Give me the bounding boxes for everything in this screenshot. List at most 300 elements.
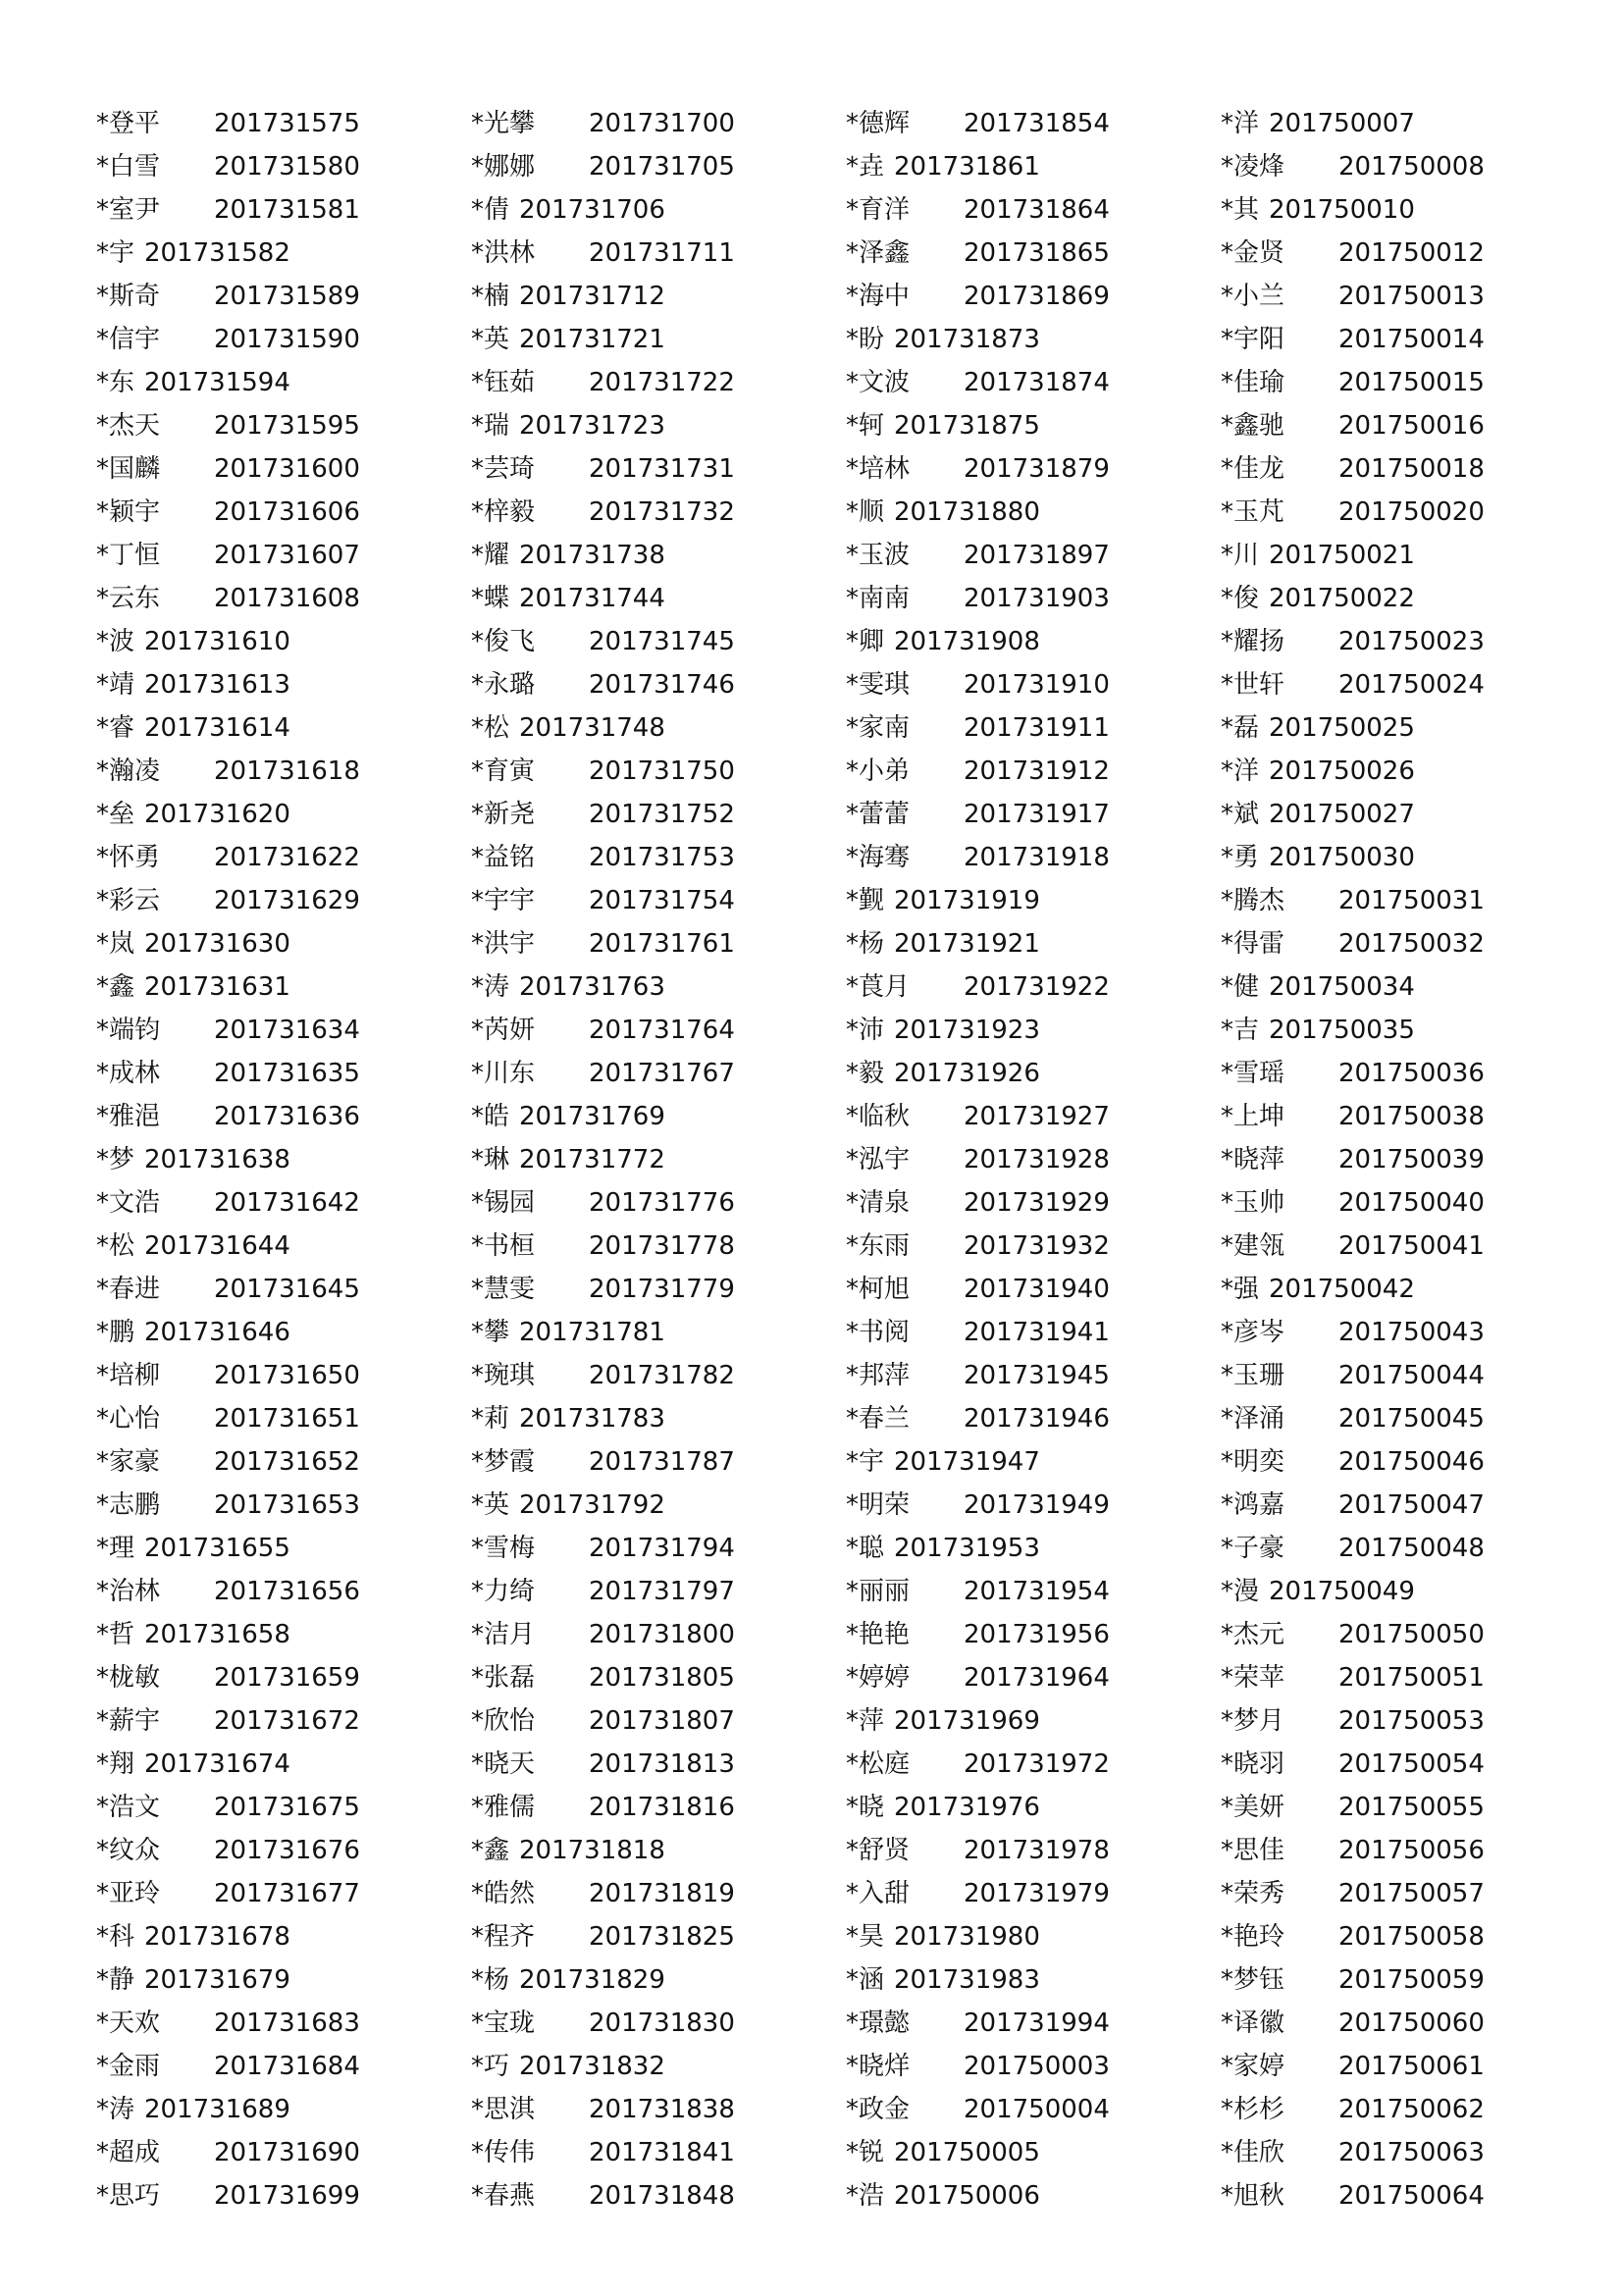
list-item [1221,922,1574,965]
list-item [1221,1829,1574,1872]
student-number: 201750040 [1338,1188,1485,1218]
student-number: 201731819 [589,1879,735,1908]
student-name: *丁恒 [96,541,161,570]
student-name: *梦钰 [1221,1965,1285,1995]
list-item [471,750,824,793]
student-number: 201731610 [144,627,290,656]
list-column-3 [846,102,1199,2218]
student-number: 201731923 [894,1016,1040,1045]
student-name: *楠 [471,282,510,311]
student-number: 201731897 [964,541,1110,570]
list-item [471,188,824,232]
list-item [96,1268,449,1311]
list-item [846,275,1199,318]
student-name: *芮妍 [471,1016,536,1045]
student-name: *昊 [846,1922,885,1952]
student-number: 201731705 [589,152,735,182]
student-number: 201731832 [519,2052,665,2081]
student-name: *荣秀 [1221,1879,1285,1908]
student-number: 201731947 [894,1447,1040,1477]
student-number: 201750005 [894,2138,1040,2167]
list-item [96,1052,449,1095]
student-name: *瑞 [471,411,510,441]
student-number: 201750030 [1269,843,1415,872]
student-number: 201750043 [1338,1318,1485,1347]
student-name: *玉芃 [1221,497,1285,527]
list-item [471,1743,824,1786]
list-item [96,102,449,145]
student-name: *涛 [471,972,510,1002]
student-name: *文波 [846,368,911,397]
student-name: *慧雯 [471,1275,536,1304]
student-name: *晓萍 [1221,1145,1285,1174]
student-name: *毅 [846,1059,885,1088]
student-name: *邦萍 [846,1361,911,1390]
student-number: 201731807 [589,1706,735,1736]
student-name: *培林 [846,454,911,484]
list-item [471,1052,824,1095]
student-name: *海骞 [846,843,911,872]
student-number: 201731752 [589,800,735,829]
student-name: *书阅 [846,1318,911,1347]
student-number: 201731972 [964,1749,1110,1779]
student-name: *海中 [846,282,911,311]
list-item [1221,793,1574,836]
student-number: 201731763 [519,972,665,1002]
list-item [96,1656,449,1699]
student-number: 201731642 [214,1188,360,1218]
student-name: *波 [96,627,135,656]
student-number: 201731917 [964,800,1110,829]
list-item [846,1052,1199,1095]
student-number: 201731911 [964,713,1110,743]
list-item [471,491,824,534]
student-name: *德辉 [846,109,911,138]
student-name: *佳瑜 [1221,368,1285,397]
student-number: 201750045 [1338,1404,1485,1434]
student-name: *译徽 [1221,2009,1285,2038]
list-item [846,1786,1199,1829]
student-number: 201750020 [1338,497,1485,527]
student-number: 201750055 [1338,1793,1485,1822]
student-number: 201750039 [1338,1145,1485,1174]
student-name: *彩云 [96,886,161,915]
student-number: 201731797 [589,1577,735,1606]
student-name: *理 [96,1534,135,1563]
student-name: *晓羽 [1221,1749,1285,1779]
list-item [96,2174,449,2218]
student-name: *聪 [846,1534,885,1563]
student-number: 201731607 [214,541,360,570]
list-item [846,232,1199,275]
student-number: 201750042 [1269,1275,1415,1304]
list-item [471,1009,824,1052]
student-number: 201750050 [1338,1620,1485,1649]
student-name: *娜娜 [471,152,536,182]
student-number: 201731658 [144,1620,290,1649]
list-item [1221,1743,1574,1786]
list-item [96,145,449,188]
student-name: *婷婷 [846,1663,911,1693]
student-name: *雯琪 [846,670,911,700]
student-number: 201731631 [144,972,290,1002]
list-item [471,232,824,275]
list-item [846,620,1199,663]
student-name: *传伟 [471,2138,536,2167]
student-number: 201731618 [214,757,360,786]
student-name: *浩文 [96,1793,161,1822]
student-name: *垚 [846,152,885,182]
student-name: *涵 [846,1965,885,1995]
student-number: 201731683 [214,2009,360,2038]
student-name: *洪宇 [471,929,536,959]
student-name: *梦月 [1221,1706,1285,1736]
student-name: *宇 [846,1447,885,1477]
student-number: 201750016 [1338,411,1485,441]
student-name: *盼 [846,325,885,354]
list-item [846,2045,1199,2088]
student-name: *治林 [96,1577,161,1606]
student-name: *勇 [1221,843,1260,872]
list-item [471,2002,824,2045]
student-number: 201731841 [589,2138,735,2167]
student-name: *育寅 [471,757,536,786]
student-number: 201731964 [964,1663,1110,1693]
student-number: 201750054 [1338,1749,1485,1779]
student-name: *张磊 [471,1663,536,1693]
student-number: 201731813 [589,1749,735,1779]
student-number: 201731636 [214,1102,360,1131]
student-number: 201731652 [214,1447,360,1477]
list-item [846,145,1199,188]
student-name: *亚玲 [96,1879,161,1908]
student-number: 201731945 [964,1361,1110,1390]
student-name: *鑫驰 [1221,411,1285,441]
list-item [471,534,824,577]
list-item [1221,447,1574,491]
student-number: 201731653 [214,1490,360,1520]
student-number: 201750026 [1269,757,1415,786]
student-name: *松庭 [846,1749,911,1779]
student-name: *春兰 [846,1404,911,1434]
student-name: *强 [1221,1275,1260,1304]
student-name: *泓宇 [846,1145,911,1174]
student-number: 201731753 [589,843,735,872]
list-item [1221,1484,1574,1527]
list-item [846,1095,1199,1138]
student-number: 201750018 [1338,454,1485,484]
student-name: *健 [1221,972,1260,1002]
student-name: *入甜 [846,1879,911,1908]
student-number: 201731630 [144,929,290,959]
student-number: 201750036 [1338,1059,1485,1088]
student-number: 201750041 [1338,1231,1485,1261]
student-name: *科 [96,1922,135,1952]
list-item [471,1354,824,1397]
student-name: *文浩 [96,1188,161,1218]
list-item [96,577,449,620]
student-number: 201731976 [894,1793,1040,1822]
student-number: 201750046 [1338,1447,1485,1477]
list-item [1221,361,1574,404]
list-item [471,577,824,620]
list-item [1221,1311,1574,1354]
student-name: *纹众 [96,1836,161,1865]
list-item [846,1527,1199,1570]
list-item [96,1440,449,1484]
list-item [96,1225,449,1268]
list-item [96,879,449,922]
student-name: *璟懿 [846,2009,911,2038]
list-item [846,2131,1199,2174]
list-item [846,1484,1199,1527]
student-number: 201750057 [1338,1879,1485,1908]
list-item [846,1009,1199,1052]
student-name: *攀 [471,1318,510,1347]
student-name: *莉 [471,1404,510,1434]
student-number: 201731620 [144,800,290,829]
student-number: 201731874 [964,368,1110,397]
list-column-1 [96,102,449,2218]
student-name: *栊敏 [96,1663,161,1693]
list-item [96,1484,449,1527]
student-number: 201731818 [519,1836,665,1865]
student-name: *静 [96,1965,135,1995]
list-item [96,318,449,361]
student-name: *东雨 [846,1231,911,1261]
student-name: *思佳 [1221,1836,1285,1865]
list-item [1221,1656,1574,1699]
student-name: *川东 [471,1059,536,1088]
student-number: 201750035 [1269,1016,1415,1045]
student-number: 201731606 [214,497,360,527]
student-number: 201750064 [1338,2181,1485,2211]
student-name: *杨 [846,929,885,959]
student-name: *宝珑 [471,2009,536,2038]
student-name: *丽丽 [846,1577,911,1606]
student-name: *益铭 [471,843,536,872]
student-name: *力绮 [471,1577,536,1606]
list-item [471,1786,824,1829]
list-item [846,534,1199,577]
student-name: *家豪 [96,1447,161,1477]
student-name: *琳 [471,1145,510,1174]
list-item [846,1699,1199,1743]
student-name: *端钧 [96,1016,161,1045]
list-item [96,750,449,793]
list-item [96,361,449,404]
list-item [471,275,824,318]
list-item [1221,1915,1574,1958]
student-name: *成林 [96,1059,161,1088]
student-number: 201731861 [894,152,1040,182]
list-item [1221,1613,1574,1656]
list-item [846,1311,1199,1354]
list-item [471,1484,824,1527]
list-item [1221,1786,1574,1829]
student-name: *美妍 [1221,1793,1285,1822]
student-number: 201750047 [1338,1490,1485,1520]
list-item [846,836,1199,879]
student-number: 201731744 [519,584,665,613]
student-name: *垒 [96,800,135,829]
list-item [846,1354,1199,1397]
list-item [96,447,449,491]
list-item [1221,836,1574,879]
list-item [96,1354,449,1397]
list-item [846,1138,1199,1181]
list-item [471,1181,824,1225]
student-number: 201731722 [589,368,735,397]
student-name: *川 [1221,541,1260,570]
student-name: *云东 [96,584,161,613]
list-item [471,1872,824,1915]
list-item [96,1915,449,1958]
student-number: 201731816 [589,1793,735,1822]
list-item [471,1311,824,1354]
student-number: 201750053 [1338,1706,1485,1736]
list-item [846,1915,1199,1958]
list-item [96,922,449,965]
list-item [471,836,824,879]
student-number: 201750023 [1338,627,1485,656]
student-name: *梦霞 [471,1447,536,1477]
list-item [471,1397,824,1440]
student-name: *其 [1221,195,1260,225]
student-name: *岚 [96,929,135,959]
student-name: *家婷 [1221,2052,1285,2081]
student-name: *鹏 [96,1318,135,1347]
list-item [1221,1397,1574,1440]
student-number: 201750048 [1338,1534,1485,1563]
student-name: *瀚凌 [96,757,161,786]
student-name: *登平 [96,109,161,138]
student-name: *睿 [96,713,135,743]
student-name: *雅浥 [96,1102,161,1131]
list-column-2 [471,102,824,2218]
student-name: *翔 [96,1749,135,1779]
student-name: *洋 [1221,109,1260,138]
list-item [471,1829,824,1872]
student-number: 201750034 [1269,972,1415,1002]
student-number: 201731779 [589,1275,735,1304]
list-item [1221,2088,1574,2131]
list-item [96,793,449,836]
student-name: *凌烽 [1221,152,1285,182]
list-item [846,1872,1199,1915]
student-name: *宇 [96,238,135,268]
student-name: *雅儒 [471,1793,536,1822]
student-number: 201731581 [214,195,360,225]
student-number: 201731805 [589,1663,735,1693]
student-number: 201731922 [964,972,1110,1002]
student-number: 201731651 [214,1404,360,1434]
student-name: *上坤 [1221,1102,1285,1131]
student-number: 201731869 [964,282,1110,311]
student-name: *佳龙 [1221,454,1285,484]
student-name: *程齐 [471,1922,536,1952]
student-name: *舒贤 [846,1836,911,1865]
student-name: *洋 [1221,757,1260,786]
student-name: *锐 [846,2138,885,2167]
student-name: *英 [471,1490,510,1520]
list-item [96,1570,449,1613]
student-number: 201731635 [214,1059,360,1088]
student-number: 201731589 [214,282,360,311]
student-name: *洪林 [471,238,536,268]
student-name: *怀勇 [96,843,161,872]
student-number: 201731865 [964,238,1110,268]
student-name: *洁月 [471,1620,536,1649]
list-item [846,793,1199,836]
list-item [96,404,449,447]
list-item [96,275,449,318]
student-name: *梦 [96,1145,135,1174]
student-number: 201731723 [519,411,665,441]
list-item [471,1225,824,1268]
student-number: 201750031 [1338,886,1485,915]
student-number: 201731738 [519,541,665,570]
list-item [96,2088,449,2131]
student-number: 201731767 [589,1059,735,1088]
student-number: 201750056 [1338,1836,1485,1865]
list-item [96,2002,449,2045]
student-number: 201750061 [1338,2052,1485,2081]
student-name: *皓然 [471,1879,536,1908]
student-name: *琬琪 [471,1361,536,1390]
student-name: *鸿嘉 [1221,1490,1285,1520]
student-number: 201731582 [144,238,290,268]
list-item [1221,1138,1574,1181]
student-number: 201731659 [214,1663,360,1693]
list-item [1221,275,1574,318]
list-item [96,1311,449,1354]
student-name: *雪瑶 [1221,1059,1285,1088]
list-item [1221,491,1574,534]
student-number: 201731629 [214,886,360,915]
student-number: 201731800 [589,1620,735,1649]
student-number: 201731645 [214,1275,360,1304]
student-number: 201731655 [144,1534,290,1563]
student-number: 201731634 [214,1016,360,1045]
student-number: 201750003 [964,2052,1110,2081]
list-item [846,1570,1199,1613]
student-number: 201731794 [589,1534,735,1563]
list-item [1221,2174,1574,2218]
student-number: 201731754 [589,886,735,915]
student-number: 201731689 [144,2095,290,2124]
student-name: *欣怡 [471,1706,536,1736]
student-name: *白雪 [96,152,161,182]
list-item [471,793,824,836]
student-name: *荣苹 [1221,1663,1285,1693]
student-name: *杰元 [1221,1620,1285,1649]
student-number: 201731679 [144,1965,290,1995]
student-number: 201731656 [214,1577,360,1606]
student-number: 201731953 [894,1534,1040,1563]
student-number: 201731825 [589,1922,735,1952]
list-item [471,706,824,750]
list-item [96,965,449,1009]
student-name: *锡园 [471,1188,536,1218]
list-item [846,1225,1199,1268]
list-item [846,663,1199,706]
student-number: 201731745 [589,627,735,656]
student-number: 201731908 [894,627,1040,656]
list-item [846,1181,1199,1225]
student-name: *顺 [846,497,885,527]
student-number: 201731838 [589,2095,735,2124]
